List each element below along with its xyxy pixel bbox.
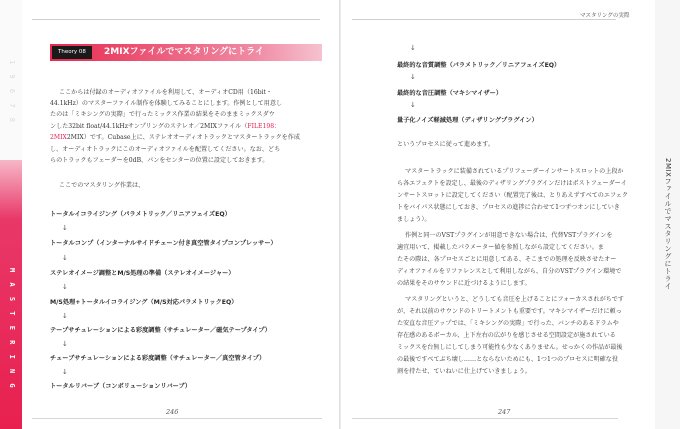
down-arrow-icon: ↓ — [62, 254, 68, 262]
intro-line-4 — [50, 132, 300, 143]
intro-line-5: し、オーディオトラックにこのオーディオファイルを配置してください。なお、どち — [50, 146, 281, 153]
p2-line-4: の結果をそのサウンドに近づけるようにします。 — [397, 280, 531, 287]
p2-line-3: ディオファイルをリファレンスとして利用しながら、自分のVSTプラグイン環境で — [397, 268, 622, 275]
right-side-section-title: 2MIXファイルでマスタリングにトライ — [664, 158, 672, 290]
left-step-1: トータルイコライジング（パラメトリック／リニアフェイズEQ） — [50, 211, 231, 218]
right-step-2: 最終的な音圧調整（マキシマイザー） — [397, 90, 503, 97]
transition-text: というプロセスに従って進めます。 — [397, 141, 495, 148]
intro-line-4-text: 2MIX）です。Cubase上に、ステレオオーディオトラックとマスタートラックを作成 — [66, 134, 300, 141]
left-page-number: 246 — [166, 408, 179, 416]
right-step-3: 量子化ノイズ軽減処理（ディザリングプラグイン） — [397, 117, 538, 124]
running-head: マスタリングの実際 — [580, 13, 630, 19]
p2-line-0: 作例と同一のVSTプラグインが用意できない場合は、代替VSTプラグインを — [405, 232, 613, 239]
p3-line-0: マスタリングというと、どうしても音圧を上げることにフォーカスされがちです — [405, 296, 624, 303]
intro-line-1: 44.1kHz）のマスターファイル制作を体験してみることにします。作例として用意し — [50, 100, 283, 107]
left-edge-faint-label: 1 9 6 7 8 — [8, 60, 16, 125]
p1-line-4: ましょう）。 — [397, 216, 431, 223]
intro-line-6: らのトラックもフェーダーを0dB、パンをセンターの位置に設定しておきます。 — [50, 157, 269, 164]
theory-title: 2MIXファイルでマスタリングにトライ — [104, 47, 264, 57]
left-step-6: チューブサチュレーションによる彩度調整（サチュレーター／真空管タイプ） — [50, 355, 266, 362]
down-arrow-icon: ↓ — [62, 368, 68, 376]
left-footer-rule — [32, 418, 322, 419]
p3-line-1: が、それ以前のサウンドのトリートメントも重要です。マキシマイザーだけに頼っ — [397, 308, 622, 315]
left-edge-section-label: M A S T E R I N G — [8, 268, 16, 391]
p3-line-5: の最後ですべてぶち壊し……とならないためにも、1つ1つのプロセスに明確な役 — [397, 356, 618, 363]
intro-line-3 — [50, 121, 280, 132]
left-top-rule — [32, 19, 320, 20]
down-arrow-icon: ↓ — [62, 224, 68, 232]
intro-line-2: たのは「ミキシングの実際」で行ったミックス作業の結果をそのままミックスダウ — [50, 111, 275, 118]
p1-line-0: マスタートラックに装備されているプリフェーダーインサートスロットの上段か — [405, 168, 624, 175]
file-reference-link[interactable]: FILE198： — [247, 123, 281, 130]
down-arrow-icon: ↓ — [62, 283, 68, 291]
left-step-4: M/S処理+トータルイコライジング（M/S対応パラメトリックEQ） — [50, 299, 238, 306]
down-arrow-icon: ↓ — [62, 340, 68, 348]
p3-line-6: 割を持たせ、ていねいに仕上げていきましょう。 — [397, 368, 531, 375]
p1-line-3: トをバイパス状態にしておき、プロセスの進捗に合わせて1つずつオンにしていき — [397, 204, 620, 211]
p2-line-1: 適宜用いて、掲載したパラメーター値を参照しながら設定してください。ま — [397, 244, 604, 251]
down-arrow-icon: ↓ — [410, 44, 416, 52]
right-footer-rule — [352, 418, 618, 419]
down-arrow-icon: ↓ — [410, 73, 416, 81]
p2-line-2: たその際は、各プロセスごとに用意してある、そこまでの処理を反映させたオー — [397, 256, 617, 263]
right-top-rule — [352, 19, 616, 20]
theory-badge: Theory 08 — [52, 46, 92, 59]
left-step-3: ステレオイメージ調整とM/S処理の準備（ステレオイメージャー） — [50, 270, 235, 277]
intro-line-3-text: ンした32bit float/44.1kHzサンプリングのステレオ／2MIXファイル（ — [50, 123, 248, 130]
right-page-number: 247 — [498, 408, 511, 416]
left-step-5: テープサチュレーションによる彩度調整（サチュレーター／磁気テープタイプ） — [50, 327, 271, 334]
page-gutter — [339, 0, 341, 429]
left-step-2: トータルコンプ（インターナルサイドチェーン付き真空管タイプコンプレッサー） — [50, 240, 277, 247]
p3-line-2: た安直な音圧アップでは、「ミキシングの実際」で行った、バンチのあるドラムや — [397, 320, 619, 327]
down-arrow-icon: ↓ — [62, 312, 68, 320]
lead-in: ここでのマスタリング作業は、 — [59, 182, 145, 189]
left-step-7: トータルリバーブ（コンボリューションリバーブ） — [50, 383, 191, 390]
intro-line-0: ここからは付録のオーディオファイルを利用して、オーディオCD用（16bit・ — [59, 89, 273, 96]
down-arrow-icon: ↓ — [410, 101, 416, 109]
p3-line-3: 存在感のあるボーカル、上下左右の広がりを感じさせる空間設定が施されている — [397, 332, 616, 339]
p1-line-2: ンサートスロットに設定してください（配置完了後は、とりあえずすべてのエフェク — [397, 192, 628, 199]
file-reference-link-2[interactable]: 2MIX — [50, 134, 67, 141]
right-step-1: 最終的な音質調整（パラメトリック／リニアフェイズEQ） — [397, 62, 561, 69]
p3-line-4: ミックスを台無しにしてしまう可能性も少なくありません。せっかくの作品が最後 — [397, 344, 623, 351]
p1-line-1: ら各エフェクトを設定し、最後のディザリングプラグインだけはポストフェーダーイ — [397, 180, 627, 187]
